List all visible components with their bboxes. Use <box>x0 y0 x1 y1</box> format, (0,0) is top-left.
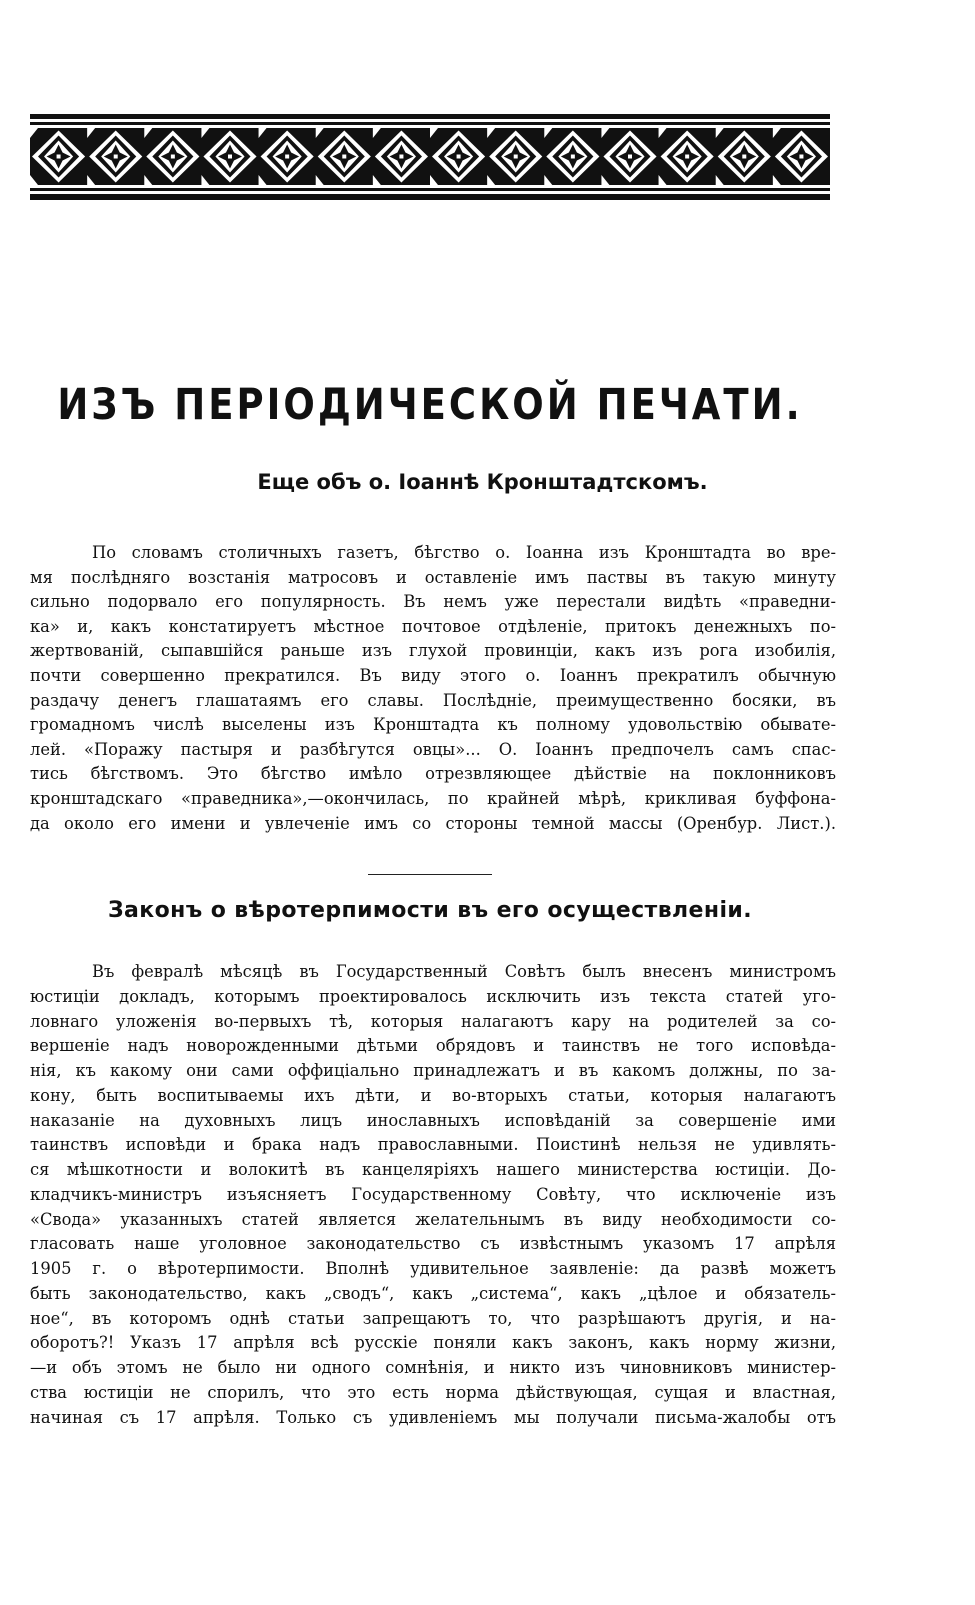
text-line: мя послѣдняго возстанія матросовъ и оставленіе имъ паствы въ такую минуту <box>30 567 836 587</box>
text-line: да около его имени и увлеченіе имъ со стороны темной массы (Оренбур. Лист.). <box>30 813 836 833</box>
text-line: нія, къ какому они сами оффиціально принадлежатъ и въ какомъ должны, по за- <box>30 1061 836 1080</box>
text-line: почти совершенно прекратился. Въ виду этого о. Іоаннъ прекратилъ обычную <box>30 665 836 685</box>
text-line: —и объ этомъ не было ни одного сомнѣнія, и никто изъ чиновниковъ министер- <box>30 1358 836 1377</box>
text-line: По словамъ столичныхъ газетъ, бѣгство о. Іоанна изъ Кронштадта во вре- <box>92 543 836 562</box>
article-2-heading: Законъ о вѣротерпимости въ его осуществленіи. <box>108 898 752 923</box>
text-line: Въ февралѣ мѣсяцѣ въ Государственный Совѣтъ былъ внесенъ министромъ <box>92 962 836 981</box>
text-line: ства юстиціи не спорилъ, что это есть норма дѣйствующая, сущая и властная, <box>30 1382 836 1402</box>
text-line: жертвованій, сыпавшійся раньше изъ глухой провинціи, какъ изъ рога изобилія, <box>30 641 836 661</box>
text-line: ное“, въ которомъ однѣ статьи запрещаютъ то, что разрѣшаютъ другія, и на- <box>30 1308 836 1328</box>
text-line: быть законодательство, какъ „сводъ“, какъ „система“, какъ „цѣлое и обязатель- <box>30 1283 836 1303</box>
text-line: ловнаго уложенія во-первыхъ тѣ, которыя налагаютъ кару на родителей за со- <box>30 1011 836 1031</box>
page-title: ИЗЪ ПЕРІОДИЧЕСКОЙ ПЕЧАТИ. <box>57 379 803 430</box>
text-line: наказаніе на духовныхъ лицъ инославныхъ исповѣданій за совершеніе ими <box>30 1110 836 1130</box>
text-line: раздачу денегъ глашатаямъ его славы. Послѣдніе, преимущественно босяки, въ <box>30 690 836 710</box>
section-divider <box>368 874 492 875</box>
text-line: оборотъ?! Указъ 17 апрѣля всѣ русскіе поняли какъ законъ, какъ норму жизни, <box>30 1333 836 1353</box>
text-line: таинствъ исповѣди и брака надъ православными. Поистинѣ нельзя не удивлять- <box>30 1135 836 1155</box>
text-line: 1905 г. о вѣротерпимости. Вполнѣ удивительное заявленіе: да развѣ можетъ <box>30 1259 836 1278</box>
text-line: ся мѣшкотности и волокитѣ въ канцеляріяхъ нашего министерства юстиціи. До- <box>30 1160 836 1179</box>
article-2-body <box>30 960 836 1430</box>
text-line: начиная съ 17 апрѣля. Только съ удивленіемъ мы получали письма-жалобы отъ <box>30 1407 836 1427</box>
text-line: сильно подорвало его популярность. Въ немъ уже перестали видѣть «праведни- <box>30 592 836 612</box>
text-line: тись бѣгствомъ. Это бѣгство имѣло отрезвляющее дѣйствіе на поклонниковъ <box>30 764 836 784</box>
text-line: юстиціи докладъ, которымъ проектировалось исключить изъ текста статей уго- <box>30 986 836 1006</box>
text-line: кронштадскаго «праведника»,—окончилась, по крайней мѣрѣ, крикливая буффона- <box>30 788 836 808</box>
text-line: кладчикъ-министръ изъясняетъ Государственному Совѣту, что исключеніе изъ <box>30 1184 836 1204</box>
article-1-body <box>30 541 836 836</box>
text-line: лей. «Поражу пастыря и разбѣгутся овцы»... О. Іоаннъ предпочелъ самъ спас- <box>30 739 836 759</box>
text-line: «Свода» указанныхъ статей является желательнымъ въ виду необходимости со- <box>30 1209 836 1229</box>
text-line: кону, быть воспитываемы ихъ дѣти, и во-вторыхъ статьи, которыя налагаютъ <box>30 1085 836 1105</box>
ornament-band-icon <box>30 112 830 204</box>
text-line: ка» и, какъ констатируетъ мѣстное почтовое отдѣленіе, притокъ денежныхъ по- <box>30 616 836 636</box>
text-line: вершеніе надъ новорожденными дѣтьми обрядовъ и таинствъ не того исповѣда- <box>30 1036 836 1056</box>
text-line: громадномъ числѣ выселены изъ Кронштадта къ полному удовольствію обывате- <box>30 715 836 735</box>
text-line: гласовать наше уголовное законодательство съ извѣстнымъ указомъ 17 апрѣля <box>30 1234 836 1254</box>
article-1-heading: Еще объ о. Іоаннѣ Кронштадтскомъ. <box>257 470 708 494</box>
